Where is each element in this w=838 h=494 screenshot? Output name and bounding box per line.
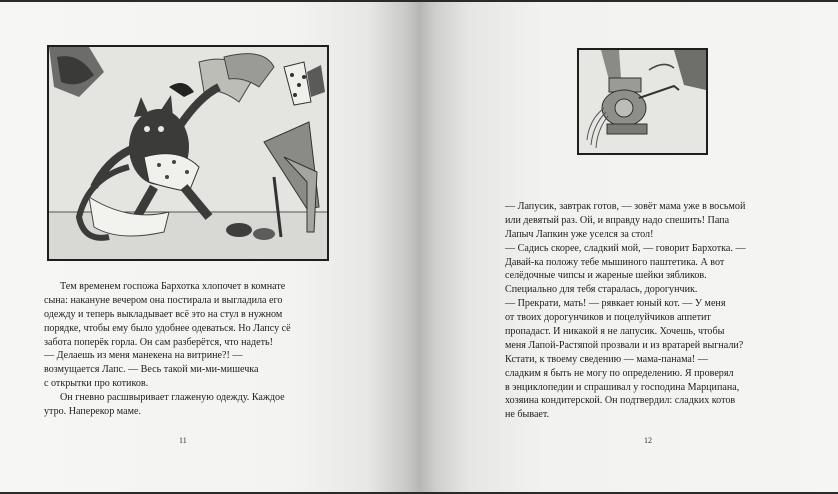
text-line: сына: накануне вечером она постирала и выгладила его xyxy=(44,294,283,306)
text-line: — Лапусик, завтрак готов, — зовёт мама уже в восьмой xyxy=(505,201,746,212)
meat-grinder-illustration xyxy=(577,48,708,155)
text-line: хозяина кондитерской. Он подтвердил: сладких котов xyxy=(505,395,736,407)
page-number: 11 xyxy=(179,436,187,445)
text-line: одежду и теперь выкладывает всё это на стул в нужном xyxy=(44,308,283,320)
text-line: с открытки про котиков. xyxy=(44,378,149,390)
text-line: — Прекрати, мать! — рявкает юный кот. — У меня xyxy=(505,298,726,310)
left-page-text xyxy=(44,280,344,419)
text-line: возмущается Лапс. — Весь такой ми-ми-мишечка xyxy=(44,364,259,376)
text-line: не бывает. xyxy=(505,409,550,421)
text-line: — Делаешь из меня манекена на витрине?! — xyxy=(44,350,243,362)
text-line: утро. Наперекор маме. xyxy=(44,406,141,418)
text-line: — Садись скорее, сладкий мой, — говорит Бархотка. — xyxy=(505,242,746,254)
text-line: Он гневно расшвыривает глаженую одежду. Каждое xyxy=(60,392,285,404)
right-page-text xyxy=(505,200,805,422)
text-line: меня Лапой-Растяпой прозвали и из вратарей выгнали? xyxy=(505,339,744,351)
text-line: от твоих дорогунчиков и поцелуйчиков аппетит xyxy=(505,312,711,324)
left-page xyxy=(0,2,419,492)
text-line: Тем временем госпожа Бархотка хлопочет в комнате xyxy=(60,281,286,292)
text-line: Лапыч Лапкин уже уселся за стол! xyxy=(505,228,654,240)
text-line: забота поперёк горла. Он сам разберётся, что надеть! xyxy=(44,336,273,348)
text-line: или девятый раз. Ой, и вправду надо спешить! Папа xyxy=(505,214,730,226)
page-number: 12 xyxy=(644,436,652,445)
text-line: Кстати, к твоему сведению — мама-панама! — xyxy=(505,353,708,365)
text-line: Давай-ка положу тебе мышиного паштетика. А вот xyxy=(505,256,725,268)
text-line: пропадаст. И никакой я не лапусик. Хочешь, чтобы xyxy=(505,326,725,338)
text-line: сладким я быть не могу по определению. Я проверял xyxy=(505,367,734,379)
text-line: Специально для тебя старалась, дорогунчик. xyxy=(505,284,698,296)
cat-throwing-clothes-illustration xyxy=(47,45,329,261)
right-page xyxy=(419,2,838,492)
text-line: порядке, чтобы ему было удобнее одеваться. Но Лапсу сё xyxy=(44,322,291,334)
text-line: селёдочные чипсы и жареные шейки зябликов. xyxy=(505,270,707,282)
text-line: в энциклопедии и спрашивал у господина Марципана, xyxy=(505,381,740,393)
